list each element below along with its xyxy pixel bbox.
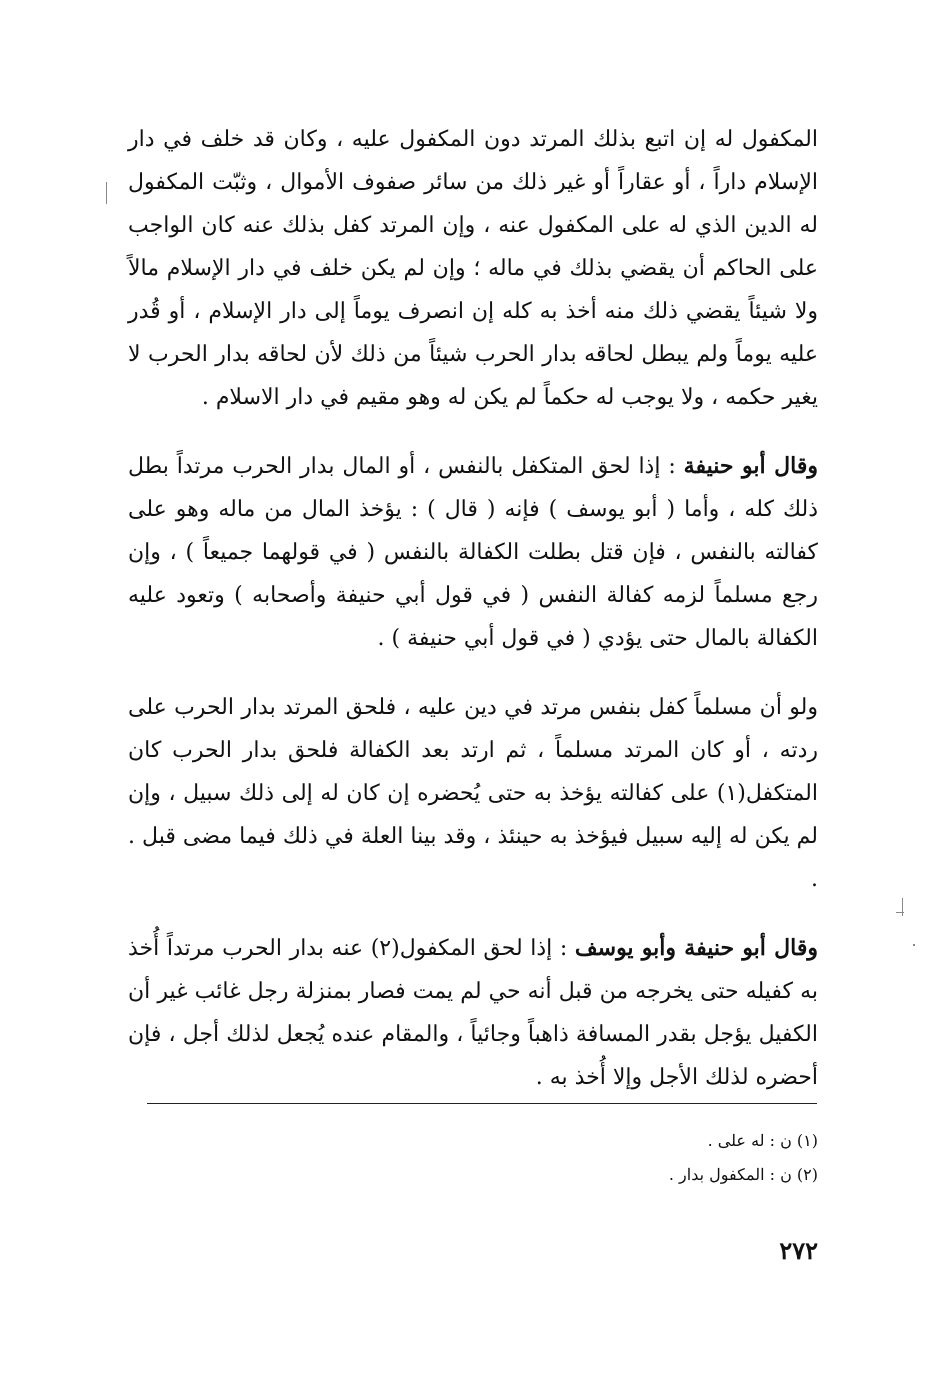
paragraph-2-text: : إذا لحق المتكفل بالنفس ، أو المال بدار الحرب مرتداً بطل ذلك كله ، وأما ( أبو يوسف ) فإنه ( قال ) : يؤخذ المال من ماله وهو على كفالته بالنفس ، فإن قتل بطلت الكفالة بالنفس ( في قولهما جميعاً ) ، وإن رجع مسلماً لزمه كفالة النفس ( في قول أبي حنيفة وأصحابه ) وتعود عليه الكفالة بالمال حتى يؤدي ( في قول أبي حنيفة ) . xyxy=(128,454,818,651)
footnote-divider xyxy=(147,1103,817,1104)
footnote-2: (٢) ن : المكفول بدار . xyxy=(668,1165,818,1184)
scan-speck xyxy=(896,912,904,913)
paragraph-4-text: : إذا لحق المكفول(٢) عنه بدار الحرب مرتداً أُخذ به كفيله حتى يخرجه من قبل أنه حي لم يمت فصار بمنزلة رجل غائب غير أن الكفيل يؤجل بقدر المسافة ذاهباً وجائياً ، والمقام عنده يُجعل لذلك أجل ، فإن أحضره لذلك الأجل وإلا أُخذ به . xyxy=(128,936,818,1090)
page-number: ٢٧٢ xyxy=(779,1236,818,1265)
scan-speck xyxy=(902,898,903,916)
paragraph-4 xyxy=(128,927,818,1099)
footnote-1: (١) ن : له على . xyxy=(707,1131,818,1150)
paragraph-1-text: المكفول له إن اتبع بذلك المرتد دون المكفول عليه ، وكان قد خلف في دار الإسلام داراً ، أو عقاراً أو غير ذلك من سائر صفوف الأموال ، وثبّت المكفول له الدين الذي له على المكفول عنه ، وإن المرتد كفل بذلك عنه كان الواجب على الحاكم أن يقضي بذلك في ماله ؛ وإن لم يكن خلف في دار الإسلام مالاً ولا شيئاً يقضي ذلك منه أخذ به كله إن انصرف يوماً إلى دار الإسلام ، أو قُدر عليه يوماً ولم يبطل لحاقه بدار الحرب شيئاً من ذلك لأن لحاقه بدار الحرب لا يغير حكمه ، ولا يوجب له حكماً لم يكن له وهو مقيم في دار الاسلام . xyxy=(128,127,818,410)
scan-speck xyxy=(913,944,915,946)
scan-speck xyxy=(106,182,107,204)
paragraph-4-lead: وقال أبو حنيفة وأبو يوسف xyxy=(574,935,818,961)
paragraph-3 xyxy=(128,686,818,901)
footnotes xyxy=(400,1124,818,1192)
paragraph-2 xyxy=(128,445,818,660)
paragraph-2-lead: وقال أبو حنيفة xyxy=(683,453,818,479)
paragraph-1 xyxy=(128,118,818,419)
paragraph-3-text: ولو أن مسلماً كفل بنفس مرتد في دين عليه ، فلحق المرتد بدار الحرب على ردته ، أو كان المرتد مسلماً ، ثم ارتد بعد الكفالة فلحق بدار الحرب كان المتكفل(١) على كفالته يؤخذ به حتى يُحضره إن كان له إلى ذلك سبيل ، وإن لم يكن له إليه سبيل فيؤخذ به حينئذ ، وقد بينا العلة في ذلك فيما مضى قبل . . xyxy=(128,695,818,892)
main-text-block xyxy=(128,118,818,1099)
